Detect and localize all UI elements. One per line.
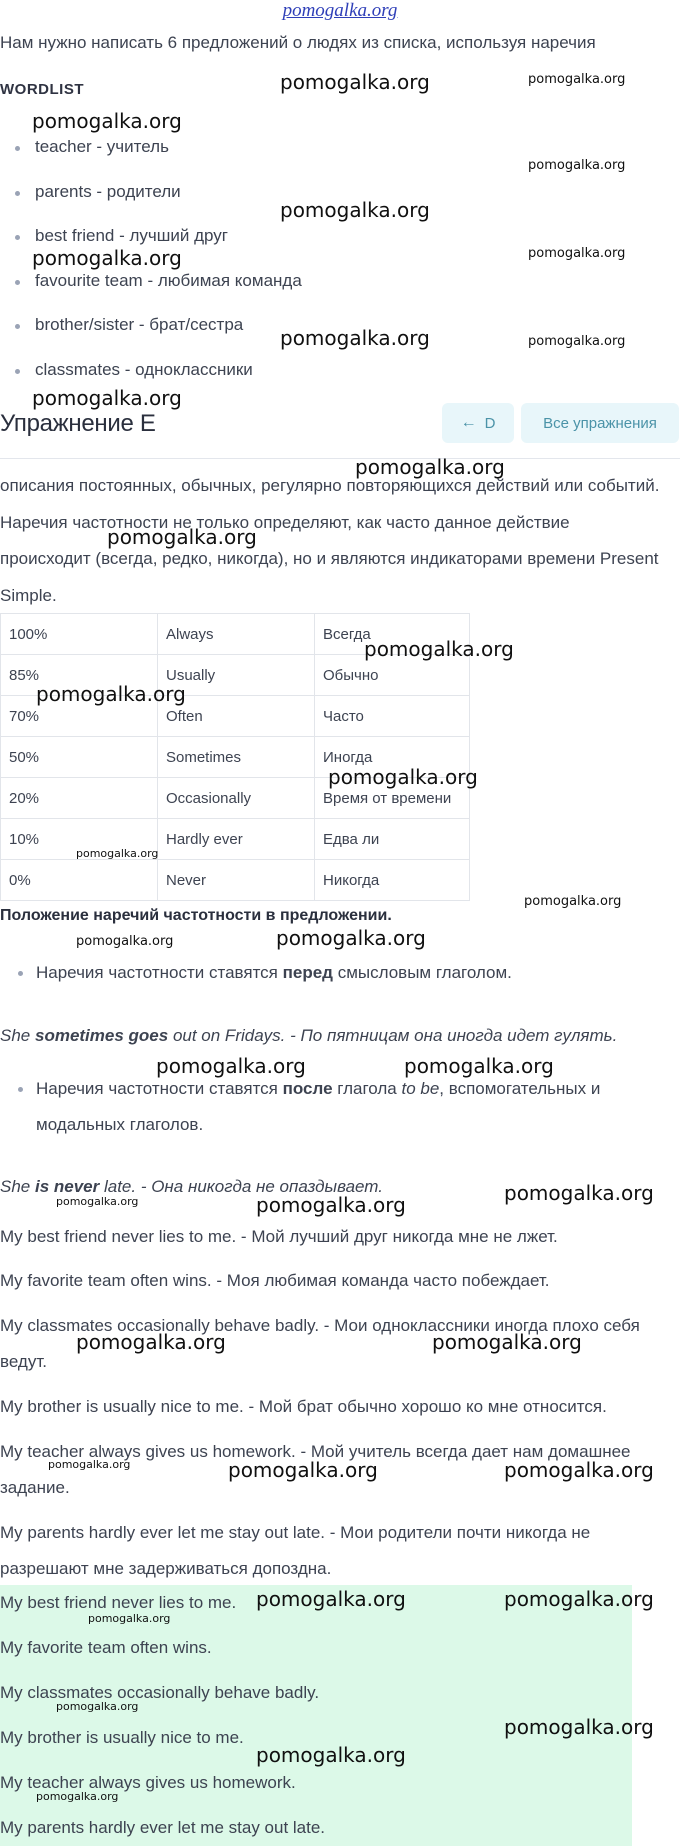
answer-line: My favorite team often wins. - Моя любимая команда часто побеждает. (0, 1271, 550, 1290)
answer-line: My best friend never lies to me. - Мой лучший друг никогда мне не лжет. (0, 1227, 558, 1246)
watermark: pomogalka.org (48, 1458, 131, 1471)
watermark: pomogalka.org (256, 1587, 406, 1611)
watermark: pomogalka.org (280, 326, 430, 350)
bullet-icon (15, 146, 20, 151)
rule-item: Наречия частотности ставятся после глагола to be, вспомогательных и модальных глаголов. (0, 1071, 665, 1143)
wordlist-title: WORDLIST (0, 81, 84, 98)
table-cell: Иногда (315, 737, 470, 778)
example-sentence: She is never late. - Она никогда не опаздывает. (0, 1177, 383, 1196)
table-cell: Никогда (315, 860, 470, 901)
watermark: pomogalka.org (504, 1458, 654, 1482)
watermark: pomogalka.org (504, 1587, 654, 1611)
example-sentence: She sometimes goes out on Fridays. - По пятницам она иногда идет гулять. (0, 1026, 618, 1045)
watermark: pomogalka.org (504, 1715, 654, 1739)
all-exercises-button[interactable] (521, 403, 679, 443)
divider (0, 458, 680, 459)
watermark: pomogalka.org (107, 525, 257, 549)
answer-line: My classmates occasionally behave badly. - Мои одноклассники иногда плохо себя ведут. (0, 1316, 640, 1371)
table-cell: Всегда (315, 614, 470, 655)
table-cell: 85% (1, 655, 158, 696)
watermark: pomogalka.org (228, 1458, 378, 1482)
table-cell: Часто (315, 696, 470, 737)
arrow-left-icon: ← (460, 414, 477, 431)
watermark: pomogalka.org (528, 334, 626, 349)
watermark: pomogalka.org (528, 246, 626, 261)
watermark: pomogalka.org (432, 1330, 582, 1354)
answer-line: My parents hardly ever let me stay out late. - Мои родители почти никогда не разрешают мне задерживаться допоздна. (0, 1523, 591, 1578)
site-logo[interactable]: pomogalka.org (282, 0, 398, 21)
watermark: pomogalka.org (504, 1181, 654, 1205)
final-answer-line: My classmates occasionally behave badly. (0, 1683, 320, 1702)
bullet-icon (18, 1087, 23, 1092)
table-row (1, 860, 470, 901)
watermark: pomogalka.org (404, 1054, 554, 1078)
watermark: pomogalka.org (88, 1612, 171, 1625)
rule-item: Наречия частотности ставятся перед смысловым глаголом. (0, 955, 665, 991)
watermark: pomogalka.org (256, 1743, 406, 1767)
watermark: pomogalka.org (156, 1054, 306, 1078)
table-cell: 70% (1, 696, 158, 737)
table-row (1, 819, 470, 860)
watermark: pomogalka.org (280, 70, 430, 94)
answer-line: My brother is usually nice to me. - Мой брат обычно хорошо ко мне относится. (0, 1397, 607, 1416)
watermark: pomogalka.org (364, 637, 514, 661)
watermark: pomogalka.org (256, 1193, 406, 1217)
watermark: pomogalka.org (56, 1700, 139, 1713)
watermark: pomogalka.org (524, 894, 622, 909)
final-answer-line: My parents hardly ever let me stay out late. (0, 1818, 326, 1837)
bullet-icon (15, 191, 20, 196)
table-cell: Время от времени (315, 778, 470, 819)
final-answer-line: My best friend never lies to me. (0, 1593, 237, 1612)
previous-exercise-label: D (484, 414, 496, 432)
watermark: pomogalka.org (76, 847, 159, 860)
watermark: pomogalka.org (280, 198, 430, 222)
table-cell: Hardly ever (158, 819, 315, 860)
final-answer-line: My favorite team often wins. (0, 1638, 212, 1657)
table-cell: Never (158, 860, 315, 901)
answer-line: My teacher always gives us homework. - Мой учитель всегда дает нам домашнее задание. (0, 1442, 631, 1497)
bullet-icon (15, 324, 20, 329)
table-cell: Often (158, 696, 315, 737)
previous-exercise-button[interactable] (442, 403, 514, 443)
all-exercises-label: Все упражнения (543, 414, 657, 432)
bullet-icon (15, 369, 20, 374)
final-answer-line: My brother is usually nice to me. (0, 1728, 244, 1747)
table-cell: 50% (1, 737, 158, 778)
watermark: pomogalka.org (76, 1330, 226, 1354)
theory-paragraph: описания постоянных, обычных, регулярно повторяющихся действий или событий. Наречия частотности не только определяют, как часто данное действие происходит (всегда, редко, никогда), но и являются индикаторами времени Present Simple. (0, 476, 660, 605)
watermark: pomogalka.org (32, 109, 182, 133)
watermark: pomogalka.org (32, 386, 182, 410)
watermark: pomogalka.org (528, 72, 626, 87)
table-cell: Обычно (315, 655, 470, 696)
table-cell: Едва ли (315, 819, 470, 860)
watermark: pomogalka.org (36, 682, 186, 706)
watermark: pomogalka.org (528, 158, 626, 173)
table-cell: 100% (1, 614, 158, 655)
position-heading: Положение наречий частотности в предложении. (0, 907, 392, 924)
watermark: pomogalka.org (56, 1195, 139, 1208)
table-cell: 10% (1, 819, 158, 860)
watermark: pomogalka.org (276, 926, 426, 950)
bullet-icon (15, 280, 20, 285)
table-cell: Always (158, 614, 315, 655)
exercise-title: Упражнение E (0, 410, 156, 437)
table-cell: Usually (158, 655, 315, 696)
final-answer-line: My teacher always gives us homework. (0, 1773, 296, 1792)
bullet-icon (18, 971, 23, 976)
watermark: pomogalka.org (36, 1790, 119, 1803)
watermark: pomogalka.org (328, 765, 478, 789)
table-cell: 0% (1, 860, 158, 901)
table-cell: 20% (1, 778, 158, 819)
task-intro: Нам нужно написать 6 предложений о людях из списка, используя наречия (0, 33, 596, 52)
table-cell: Sometimes (158, 737, 315, 778)
watermark: pomogalka.org (32, 246, 182, 270)
watermark: pomogalka.org (355, 455, 505, 479)
bullet-icon (15, 235, 20, 240)
table-cell: Occasionally (158, 778, 315, 819)
watermark: pomogalka.org (76, 934, 174, 949)
